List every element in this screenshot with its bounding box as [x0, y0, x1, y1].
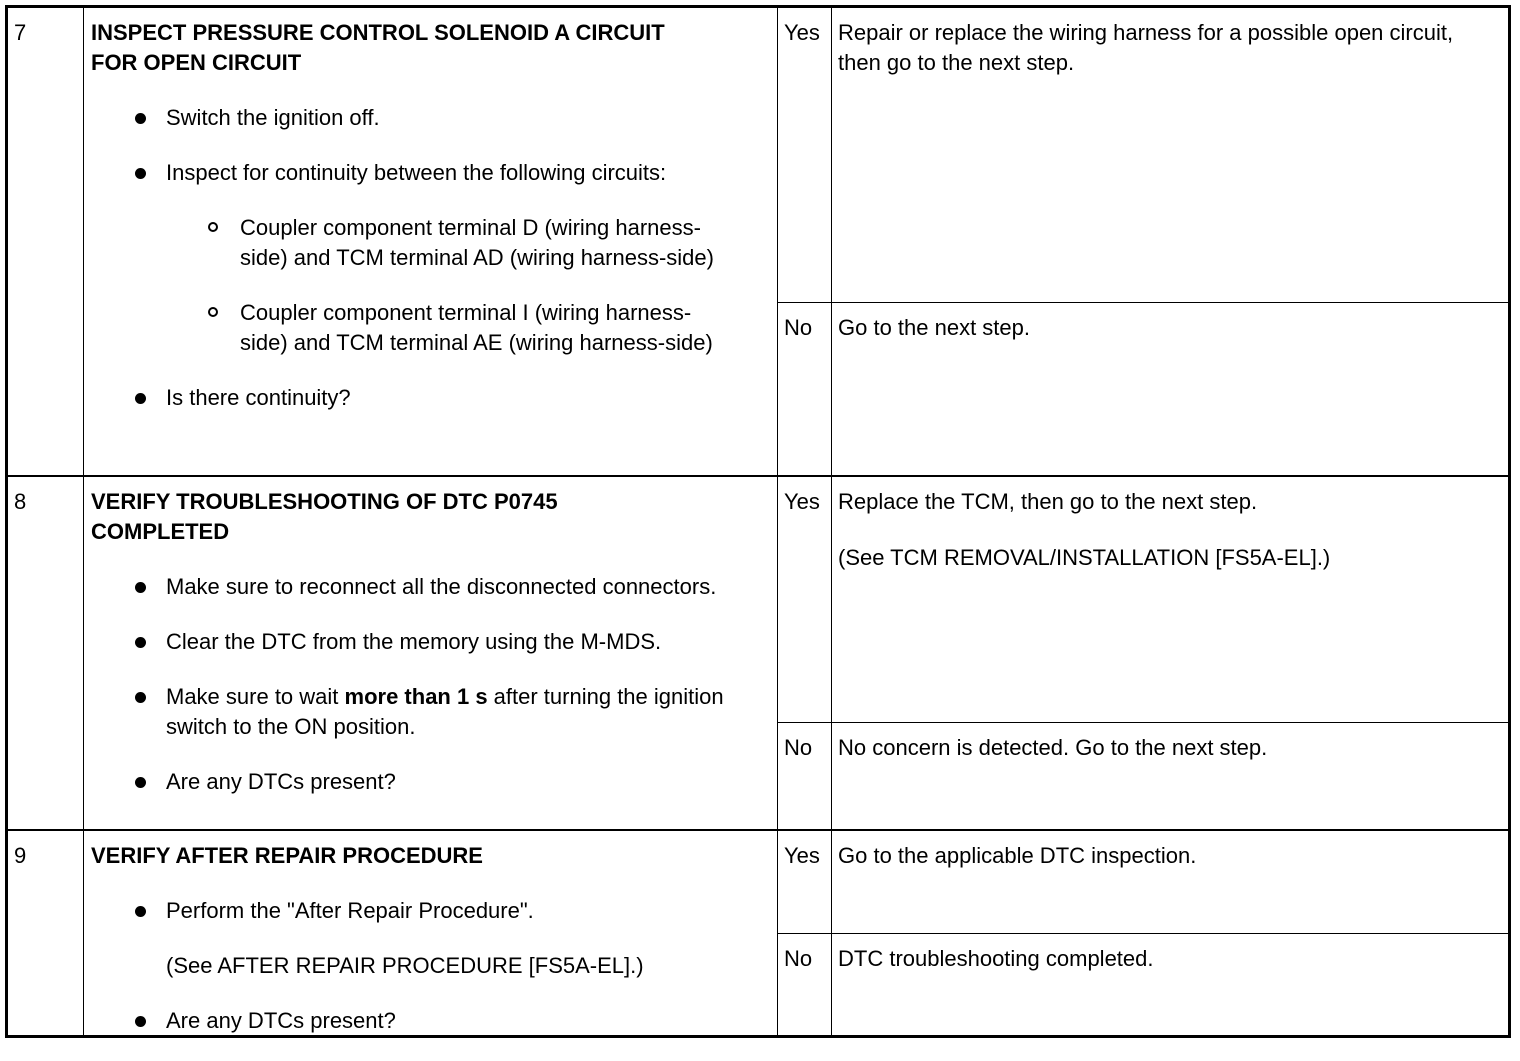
- result-text: Repair or replace the wiring harness for a possible open circuit, then go to the next step.: [838, 20, 1454, 75]
- bullet-text: Perform the "After Repair Procedure".: [166, 898, 534, 923]
- troubleshooting-table: [5, 5, 1511, 1038]
- bullet-text: Switch the ignition off.: [166, 105, 380, 130]
- sub-bullet-item: [91, 213, 720, 273]
- bullet-item: [91, 1006, 771, 1036]
- result-text: Go to the next step.: [838, 315, 1031, 340]
- no-result: [778, 302, 1508, 475]
- no-label: No: [784, 946, 813, 971]
- bullet-text: Make sure to reconnect all the disconnected connectors.: [166, 574, 717, 599]
- step-title-line: VERIFY AFTER REPAIR PROCEDURE: [91, 843, 483, 868]
- bullet-item: [91, 383, 771, 413]
- step-title-line: COMPLETED: [91, 519, 230, 544]
- bullet-dot-icon: [135, 582, 146, 593]
- bullet-emphasis: more than 1 s: [344, 684, 488, 709]
- step-cell: [8, 8, 84, 475]
- step-cell: [8, 477, 84, 829]
- no-result: [778, 722, 1508, 831]
- result-text: No concern is detected. Go to the next step.: [838, 735, 1268, 760]
- yes-label: Yes: [784, 20, 820, 45]
- table-row: [8, 475, 1508, 829]
- bullet-text: Inspect for continuity between the following circuits:: [166, 160, 667, 185]
- bullet-item: [91, 627, 771, 657]
- step-title-line: VERIFY TROUBLESHOOTING OF DTC P0745: [91, 489, 558, 514]
- question-text: Are any DTCs present?: [166, 1008, 396, 1033]
- sub-bullet-text: Coupler component terminal I (wiring harness-side) and TCM terminal AE (wiring harness-side): [240, 300, 713, 355]
- no-label: No: [784, 315, 813, 340]
- bullet-item: [91, 896, 771, 926]
- bullet-dot-icon: [135, 168, 146, 179]
- bullet-circle-icon: [208, 222, 218, 232]
- yes-result: [778, 8, 1508, 302]
- yes-label: Yes: [784, 489, 820, 514]
- step-title: [91, 487, 771, 547]
- table-row: [8, 829, 1508, 1035]
- bullet-dot-icon: [135, 637, 146, 648]
- bullet-text: Make sure to wait: [166, 684, 345, 709]
- bullet-item: [91, 767, 771, 797]
- step-number: 7: [14, 20, 27, 45]
- bullet-text: Clear the DTC from the memory using the M-MDS.: [166, 629, 662, 654]
- result-cell: [778, 8, 1508, 475]
- bullet-dot-icon: [135, 113, 146, 124]
- step-title: [91, 18, 771, 78]
- action-cell: [84, 477, 778, 829]
- action-cell: [84, 8, 778, 475]
- question-text: Is there continuity?: [166, 385, 351, 410]
- reference-text: (See AFTER REPAIR PROCEDURE [FS5A-EL].): [166, 953, 644, 978]
- bullet-item: [91, 682, 736, 742]
- reference-text: (See TCM REMOVAL/INSTALLATION [FS5A-EL].): [838, 545, 1331, 570]
- step-title-line: FOR OPEN CIRCUIT: [91, 50, 302, 75]
- table-row: [8, 8, 1508, 475]
- bullet-item: [91, 572, 726, 602]
- bullet-dot-icon: [135, 777, 146, 788]
- yes-label: Yes: [784, 843, 820, 868]
- result-cell: [778, 831, 1508, 1035]
- step-title-line: INSPECT PRESSURE CONTROL SOLENOID A CIRCUIT: [91, 20, 665, 45]
- yes-result: [778, 477, 1508, 722]
- action-cell: [84, 831, 778, 1035]
- step-number: 8: [14, 489, 27, 514]
- result-text: DTC troubleshooting completed.: [838, 946, 1154, 971]
- step-number: 9: [14, 843, 27, 868]
- bullet-text: after turning the ignition switch to the ON position.: [166, 684, 724, 739]
- result-text: Replace the TCM, then go to the next step.: [838, 489, 1258, 514]
- step-title: [91, 841, 771, 871]
- bullet-item: [91, 103, 771, 133]
- yes-result: [778, 831, 1508, 933]
- bullet-circle-icon: [208, 307, 218, 317]
- bullet-item: [91, 158, 771, 188]
- bullet-dot-icon: [135, 1016, 146, 1027]
- no-result: [778, 933, 1508, 1037]
- result-text: Go to the applicable DTC inspection.: [838, 843, 1197, 868]
- bullet-dot-icon: [135, 692, 146, 703]
- sub-bullet-text: Coupler component terminal D (wiring harness-side) and TCM terminal AD (wiring harness-side): [240, 215, 714, 270]
- bullet-dot-icon: [135, 393, 146, 404]
- step-cell: [8, 831, 84, 1035]
- question-text: Are any DTCs present?: [166, 769, 396, 794]
- result-cell: [778, 477, 1508, 829]
- bullet-dot-icon: [135, 906, 146, 917]
- sub-bullet-item: [91, 298, 720, 358]
- no-label: No: [784, 735, 813, 760]
